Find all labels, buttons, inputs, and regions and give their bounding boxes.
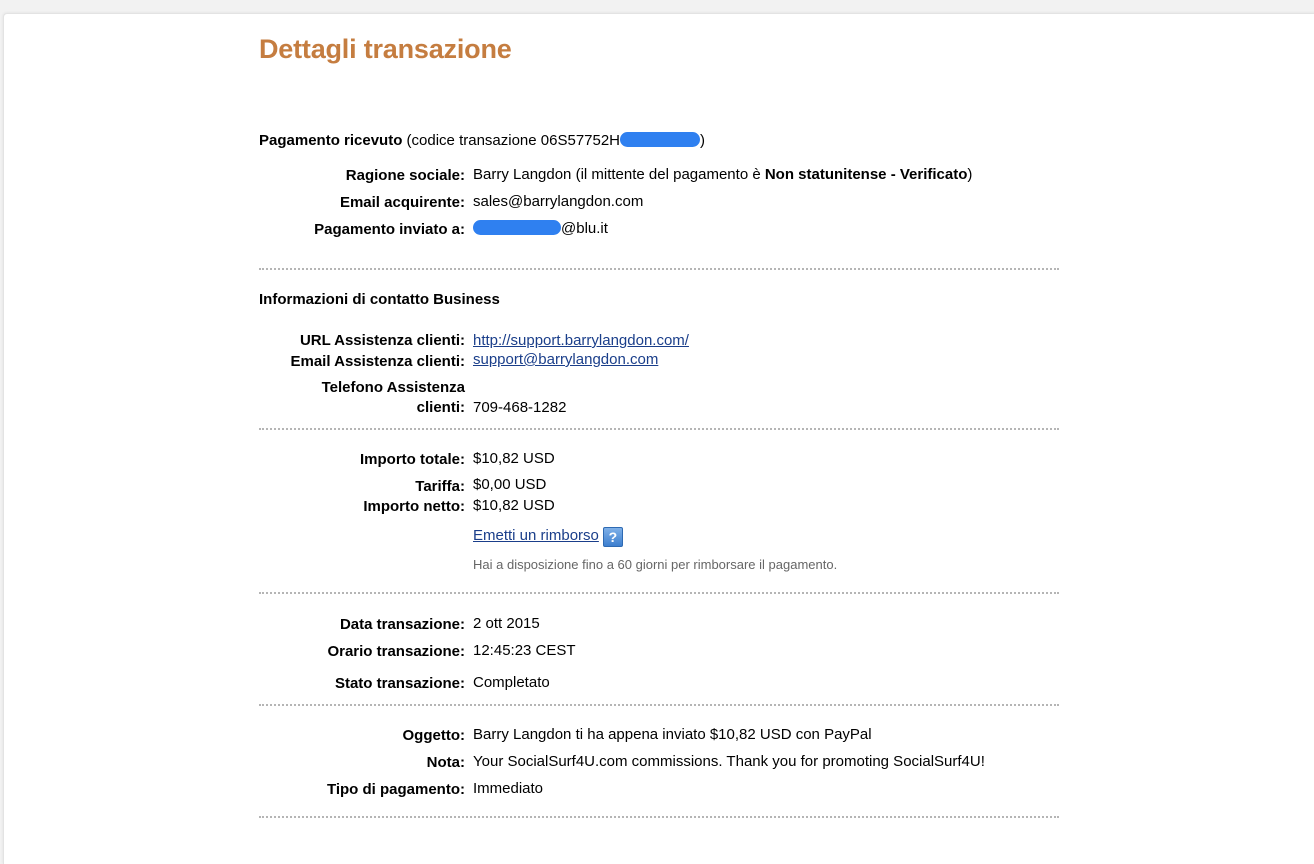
buyer-email-value: sales@barrylangdon.com (473, 193, 644, 210)
redacted-email (473, 220, 561, 235)
redacted-transaction-code (620, 132, 700, 147)
transaction-time-label: Orario transazione: (327, 643, 465, 660)
support-email-label: Email Assistenza clienti: (290, 353, 465, 370)
section-divider (259, 268, 1059, 270)
support-phone-label-line2: clienti: (416, 399, 465, 416)
support-url-label: URL Assistenza clienti: (299, 332, 465, 349)
support-phone-label-line1: Telefono Assistenza (321, 379, 465, 396)
sent-to-value (473, 220, 608, 237)
buyer-email-label: Email acquirente: (339, 194, 465, 211)
section-divider (259, 704, 1059, 706)
sender-status: Non statunitense - Verificato (764, 166, 968, 183)
total-amount-value: $10,82 USD (473, 450, 555, 467)
fee-label: Tariffa: (415, 478, 465, 495)
business-contact-heading: Informazioni di contatto Business (259, 291, 500, 308)
subject-value: Barry Langdon ti ha appena inviato $10,82 USD con PayPal (473, 726, 872, 743)
transaction-code-suffix: ) (700, 132, 706, 149)
transaction-date-value: 2 ott 2015 (473, 615, 540, 632)
note-value: Your SocialSurf4U.com commissions. Thank you for promoting SocialSurf4U! (473, 753, 985, 770)
question-mark-icon[interactable]: ? (603, 527, 623, 547)
business-name-value (473, 166, 972, 183)
sent-to-label: Pagamento inviato a: (314, 221, 465, 238)
support-email-link[interactable]: support@barrylangdon.com (473, 351, 659, 368)
transaction-status-label: Stato transazione: (334, 675, 465, 692)
transaction-code-prefix: (codice transazione 06S57752H (402, 132, 621, 149)
net-amount-label: Importo netto: (363, 498, 465, 515)
refund-note: Hai a disposizione fino a 60 giorni per rimborsare il pagamento. (473, 557, 838, 572)
sent-to-domain: @blu.it (561, 220, 608, 237)
transaction-status-value: Completato (473, 674, 550, 691)
fee-value: $0,00 USD (473, 476, 547, 493)
transaction-time-value: 12:45:23 CEST (473, 642, 576, 659)
payment-type-value: Immediato (473, 780, 544, 797)
business-name-text: Barry Langdon (il mittente del pagamento è (473, 166, 765, 183)
payment-received-label: Pagamento ricevuto (259, 132, 403, 149)
refund-row (473, 527, 623, 547)
business-name-label: Ragione sociale: (345, 167, 465, 184)
section-divider (259, 592, 1059, 594)
section-divider (259, 816, 1059, 818)
issue-refund-link[interactable]: Emetti un rimborso (473, 527, 599, 544)
net-amount-value: $10,82 USD (473, 497, 555, 514)
note-label: Nota: (426, 754, 465, 771)
support-url-link[interactable]: http://support.barrylangdon.com/ (473, 332, 689, 349)
payment-type-label: Tipo di pagamento: (326, 781, 465, 798)
subject-label: Oggetto: (402, 727, 465, 744)
business-name-close: ) (967, 166, 973, 183)
section-divider (259, 428, 1059, 430)
payment-received-heading (259, 132, 705, 149)
support-phone-value: 709-468-1282 (473, 399, 567, 416)
total-amount-label: Importo totale: (360, 451, 465, 468)
page-title: Dettagli transazione (259, 34, 512, 64)
transaction-date-label: Data transazione: (339, 616, 465, 633)
